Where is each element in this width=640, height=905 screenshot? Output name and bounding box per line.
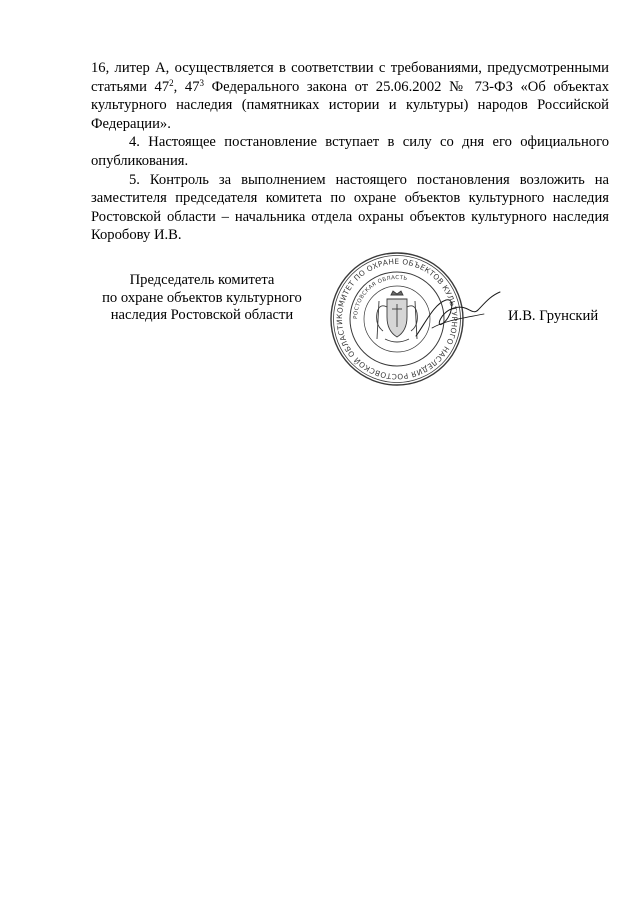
seal-inner-text: РОСТОВСКАЯ ОБЛАСТЬ bbox=[352, 274, 409, 320]
signer-title-line: по охране объектов культурного bbox=[102, 289, 302, 306]
signer-title-line: Председатель комитета bbox=[129, 272, 275, 288]
signature-icon bbox=[412, 284, 508, 354]
paragraph-5: 5. Контроль за выполнением настоящего постановления возложить на заместителя председателя комитета по охране объектов культурного наследия Ростовской области – начальника отдела охраны объектов культурного наследия Коробову И.В. bbox=[91, 171, 609, 244]
body-text bbox=[91, 59, 609, 245]
signer-title bbox=[80, 272, 324, 325]
paragraph-text: 16, литер А, осуществляется в соответствии с требованиями, предусмотренными статьями 47 bbox=[91, 60, 609, 95]
signer-name: И.В. Грунский bbox=[508, 308, 599, 324]
superscript: 2 bbox=[169, 77, 174, 88]
signer-title-line: наследия Ростовской области bbox=[110, 307, 294, 324]
paragraph-text: Федерального закона от 25.06.2002 № 73-ФЗ «Об объектах культурного наследия (памятниках истории и культуры) народов Российской Федерации». bbox=[91, 78, 610, 132]
paragraph-text: , 47 bbox=[173, 78, 200, 95]
seal-outer-text: КОМИТЕТ ПО ОХРАНЕ ОБЪЕКТОВ КУЛЬТУРНОГО НАСЛЕДИЯ РОСТОВСКОЙ ОБЛАСТИ bbox=[334, 256, 460, 382]
superscript: 3 bbox=[199, 77, 205, 88]
paragraph-4: 4. Настоящее постановление вступает в силу со дня его официального опубликования. bbox=[91, 134, 609, 169]
paragraph-continuation bbox=[91, 59, 609, 133]
